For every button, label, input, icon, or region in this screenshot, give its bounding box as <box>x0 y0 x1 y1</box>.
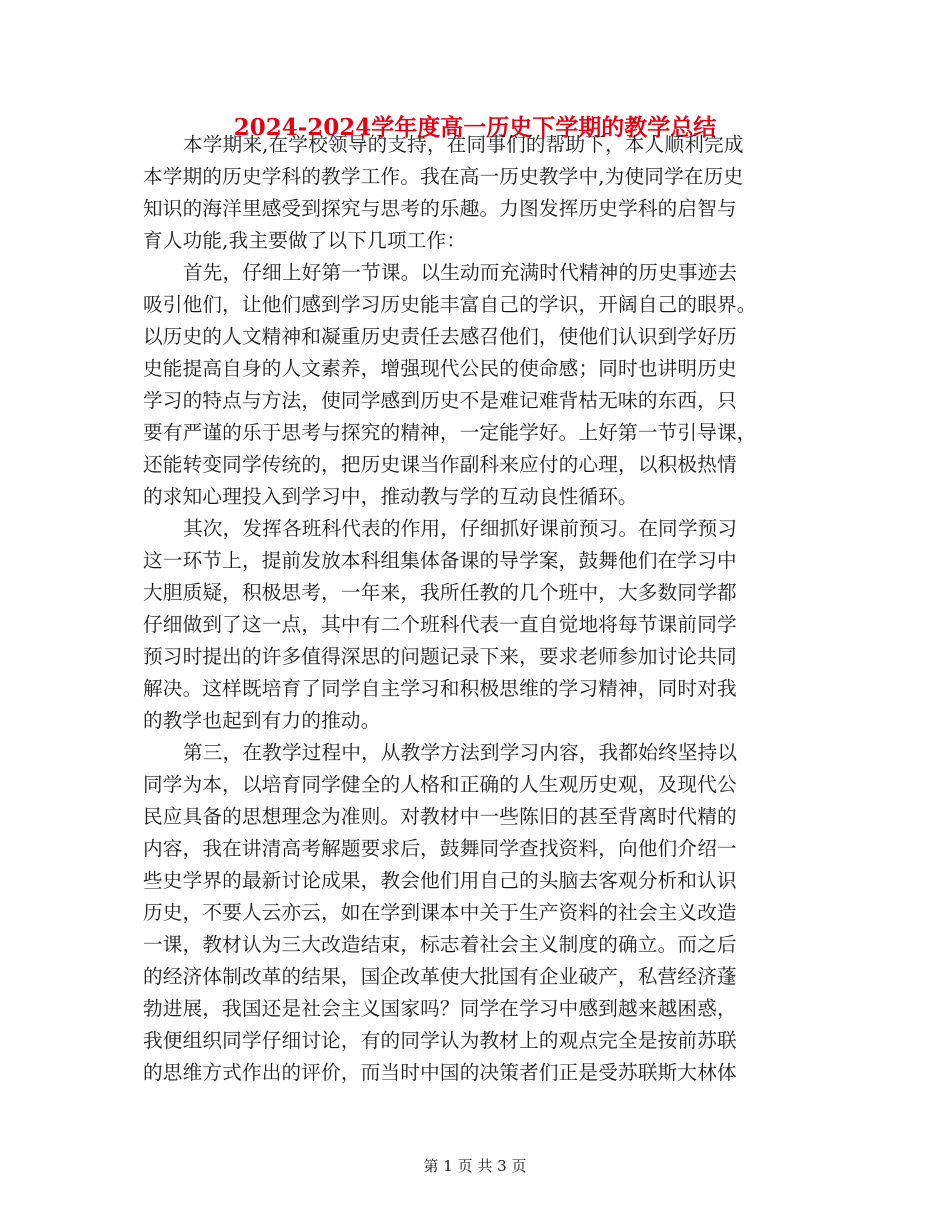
body-line: 预习时提出的许多值得深思的问题记录下来，要求老师参加讨论共同 <box>143 645 737 668</box>
body-line: 的教学也起到有力的推动。 <box>143 709 381 732</box>
page-footer: 第 1 页 共 3 页 <box>423 1157 527 1175</box>
body-line: 这一环节上，提前发放本科组集体备课的导学案，鼓舞他们在学习中 <box>143 549 737 572</box>
body-line: 大胆质疑，积极思考，一年来，我所任教的几个班中，大多数同学都 <box>143 581 737 604</box>
body-line: 我便组织同学仔细讨论，有的同学认为教材上的观点完全是按前苏联 <box>143 1029 737 1052</box>
body-line: 勃进展，我国还是社会主义国家吗？同学在学习中感到越来越困惑， <box>143 997 737 1020</box>
body-line: 吸引他们，让他们感到学习历史能丰富自己的学识，开阔自己的眼界。 <box>143 293 757 316</box>
body-line: 首先，仔细上好第一节课。以生动而充满时代精神的历史事迹去 <box>183 261 738 284</box>
document-title: 2024-2024学年度高一历史下学期的教学总结 <box>233 114 717 141</box>
body-line: 本学期的历史学科的教学工作。我在高一历史教学中,为使同学在历史 <box>143 165 744 188</box>
body-line: 知识的海洋里感受到探究与思考的乐趣。力图发挥历史学科的启智与 <box>143 197 737 220</box>
body-line: 仔细做到了这一点，其中有二个班科代表一直自觉地将每节课前同学 <box>143 613 737 636</box>
body-line: 以历史的人文精神和凝重历史责任去感召他们，使他们认识到学好历 <box>143 325 737 348</box>
body-line: 民应具备的思想理念为准则。对教材中一些陈旧的甚至背离时代精的 <box>143 805 737 828</box>
body-line: 解决。这样既培育了同学自主学习和积极思维的学习精神，同时对我 <box>143 677 737 700</box>
body-line: 要有严谨的乐于思考与探究的精神，一定能学好。上好第一节引导课， <box>143 421 757 444</box>
body-line: 历史，不要人云亦云，如在学到课本中关于生产资料的社会主义改造 <box>143 901 737 924</box>
body-line: 育人功能,我主要做了以下几项工作： <box>143 229 467 252</box>
document-body <box>143 129 810 1089</box>
body-line: 的经济体制改革的结果，国企改革使大批国有企业破产，私营经济蓬 <box>143 965 737 988</box>
body-line: 本学期来,在学校领导的支持，在同事们的帮助下，本人顺利完成 <box>183 133 744 156</box>
body-line: 学习的特点与方法，使同学感到历史不是难记难背枯无味的东西，只 <box>143 389 737 412</box>
body-line: 史能提高自身的人文素养，增强现代公民的使命感；同时也讲明历史 <box>143 357 737 380</box>
body-line: 其次，发挥各班科代表的作用，仔细抓好课前预习。在同学预习 <box>183 517 738 540</box>
body-line: 的思维方式作出的评价，而当时中国的决策者们正是受苏联斯大林体 <box>143 1061 737 1084</box>
body-line: 还能转变同学传统的，把历史课当作副科来应付的心理，以积极热情 <box>143 453 737 476</box>
body-line: 一课，教材认为三大改造结束，标志着社会主义制度的确立。而之后 <box>143 933 737 956</box>
body-line: 同学为本，以培育同学健全的人格和正确的人生观历史观，及现代公 <box>143 773 737 796</box>
body-line: 内容，我在讲清高考解题要求后，鼓舞同学查找资料，向他们介绍一 <box>143 837 737 860</box>
body-line: 第三，在教学过程中，从教学方法到学习内容，我都始终坚持以 <box>183 741 738 764</box>
body-line: 的求知心理投入到学习中，推动教与学的互动良性循环。 <box>143 485 638 508</box>
body-line: 些史学界的最新讨论成果，教会他们用自己的头脑去客观分析和认识 <box>143 869 737 892</box>
